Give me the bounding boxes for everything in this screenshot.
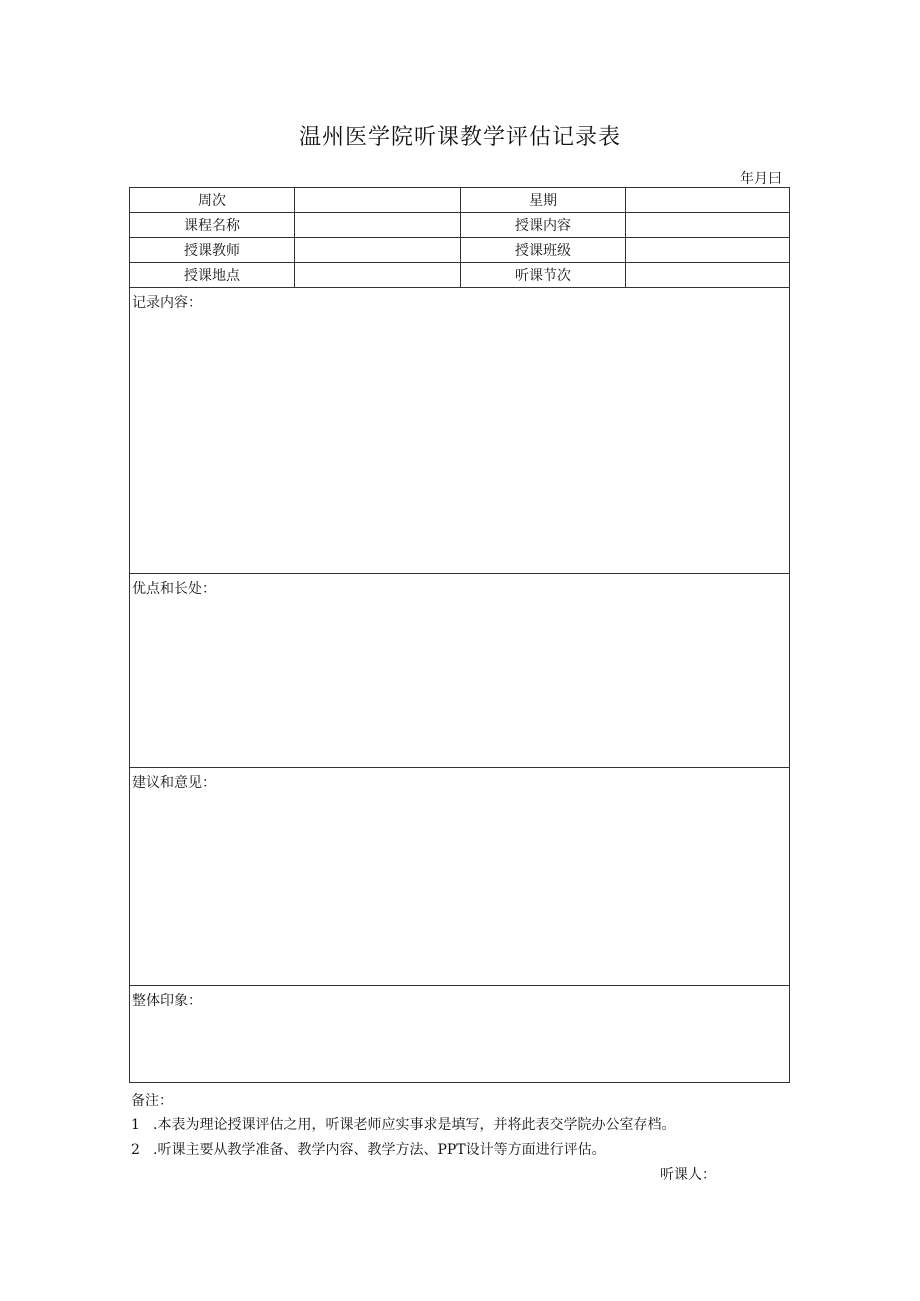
listener-label: 听课人： (660, 1167, 716, 1183)
suggestions-section[interactable] (130, 768, 789, 986)
strengths-section[interactable] (130, 574, 789, 768)
field-week[interactable] (295, 188, 461, 212)
info-row-week (130, 188, 789, 213)
field-teaching-content[interactable] (626, 213, 789, 237)
evaluation-form (129, 187, 790, 1083)
info-row-course (130, 213, 789, 238)
field-class[interactable] (626, 238, 789, 262)
note-item-1 (131, 1114, 675, 1134)
date-label: 年月曰 (740, 171, 782, 187)
record-section[interactable] (130, 288, 789, 574)
note-text: .本表为理论授课评估之用，听课老师应实事求是填写，并将此表交学院办公室存档。 (153, 1117, 676, 1133)
field-course-name[interactable] (295, 213, 461, 237)
label-class: 授课班级 (461, 238, 626, 262)
strengths-label: 优点和长处： (132, 581, 216, 597)
label-period: 听课节次 (461, 263, 626, 287)
label-teaching-content: 授课内容 (461, 213, 626, 237)
page-title: 温州医学院听课教学评估记录表 (298, 125, 621, 150)
field-period[interactable] (626, 263, 789, 287)
notes-heading: 备注： (131, 1093, 173, 1109)
info-row-location (130, 263, 789, 288)
field-teacher[interactable] (295, 238, 461, 262)
label-week: 周次 (130, 188, 295, 212)
record-label: 记录内容： (132, 295, 202, 311)
info-row-teacher (130, 238, 789, 263)
field-location[interactable] (295, 263, 461, 287)
impression-section[interactable] (130, 986, 789, 1082)
label-location: 授课地点 (130, 263, 295, 287)
label-teacher: 授课教师 (130, 238, 295, 262)
note-text: .听课主要从教学准备、教学内容、教学方法、PPT设计等方面进行评估。 (153, 1142, 606, 1158)
note-number: 2 (131, 1142, 140, 1158)
note-number: 1 (131, 1117, 140, 1133)
label-course-name: 课程名称 (130, 213, 295, 237)
field-weekday[interactable] (626, 188, 789, 212)
label-weekday: 星期 (461, 188, 626, 212)
note-item-2 (131, 1139, 606, 1159)
suggestions-label: 建议和意见： (132, 775, 216, 791)
impression-label: 整体印象： (132, 993, 202, 1009)
